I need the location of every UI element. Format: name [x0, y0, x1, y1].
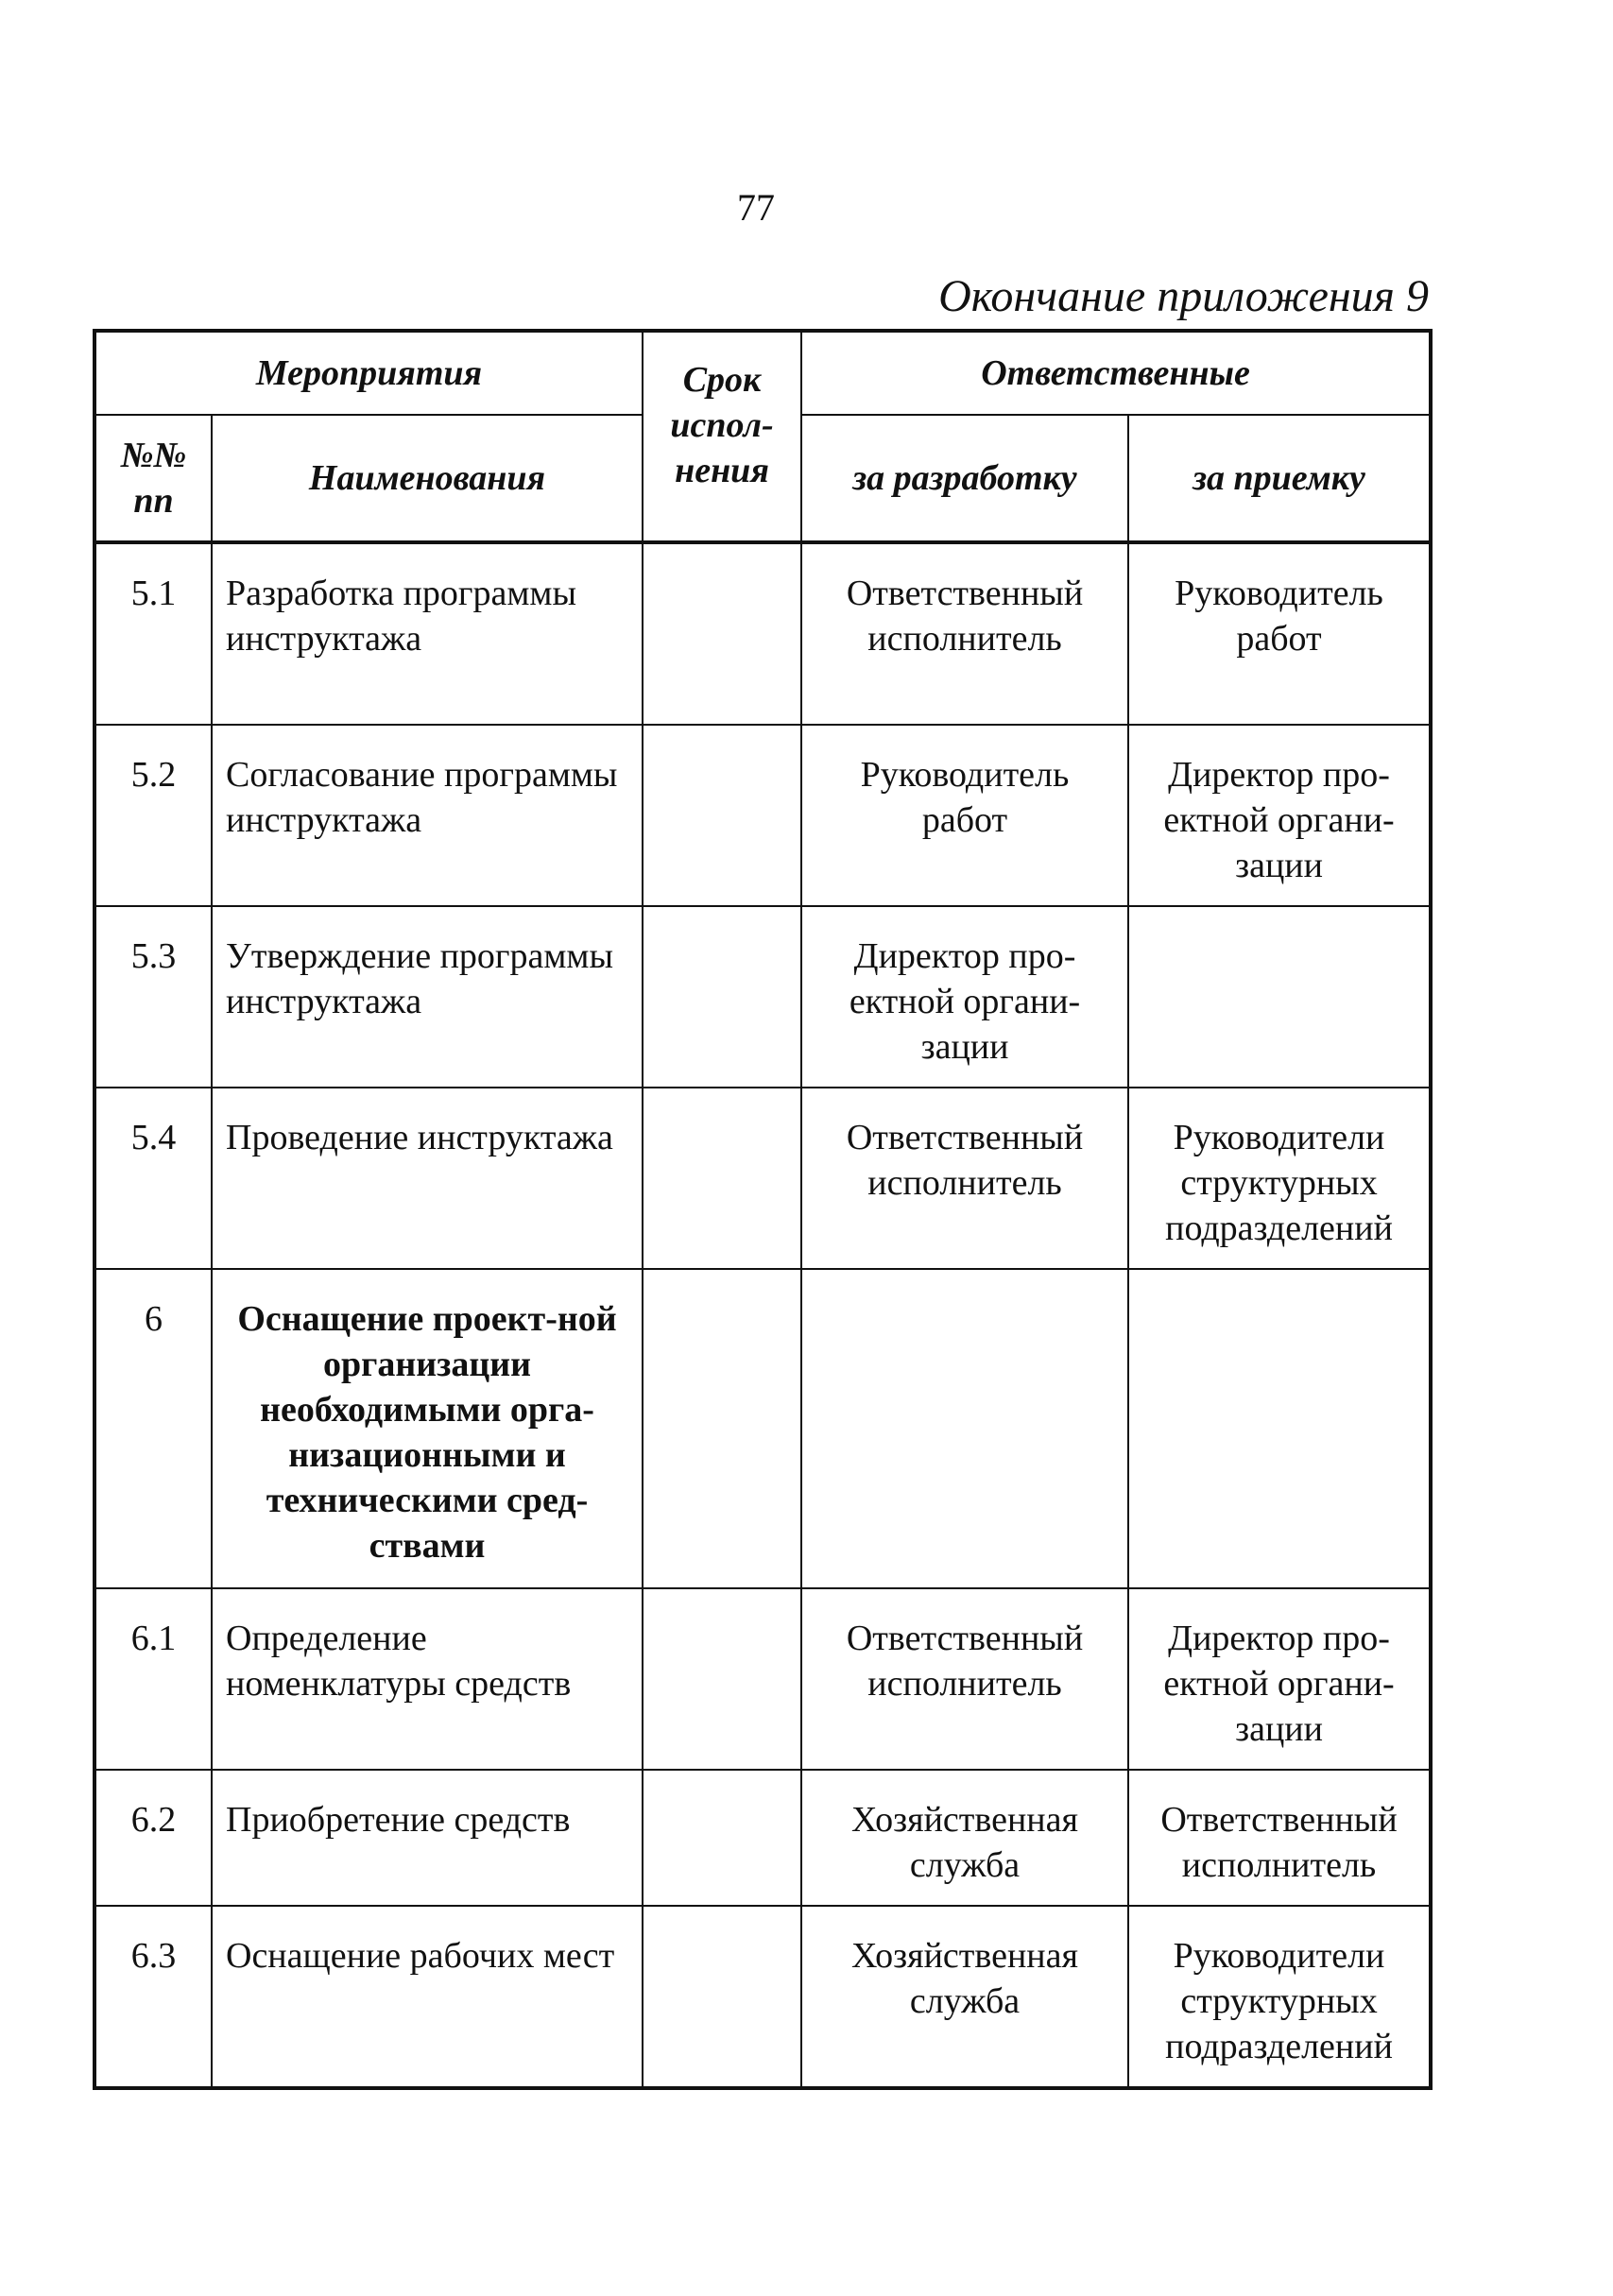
- cell-name: Согласование программы инструктажа: [212, 725, 643, 906]
- cell-num: 5.1: [94, 542, 212, 725]
- cell-term: [643, 1269, 801, 1588]
- header-acc: за приемку: [1128, 415, 1431, 542]
- header-name: Наименования: [212, 415, 643, 542]
- cell-name: Определение номенклатуры средств: [212, 1588, 643, 1770]
- table-row: [94, 542, 1431, 725]
- cell-name: Разработка программы инструктажа: [212, 542, 643, 725]
- cell-name: Оснащение проект-ной организации необходимыми орга-низационными и техническими сред-ствами: [212, 1269, 643, 1588]
- cell-num: 5.2: [94, 725, 212, 906]
- cell-term: [643, 1088, 801, 1269]
- cell-term: [643, 542, 801, 725]
- cell-num: 6: [94, 1269, 212, 1588]
- header-dev: за разработку: [801, 415, 1128, 542]
- cell-num: 6.3: [94, 1906, 212, 2088]
- cell-acc: Руководители структурных подразделений: [1128, 1906, 1431, 2088]
- cell-dev: Ответственный исполнитель: [801, 542, 1128, 725]
- header-term: Срок испол-нения: [643, 331, 801, 542]
- cell-acc: [1128, 906, 1431, 1088]
- cell-term: [643, 1906, 801, 2088]
- plan-table: [93, 329, 1433, 2090]
- page-number: 77: [737, 186, 775, 229]
- cell-dev: Ответственный исполнитель: [801, 1088, 1128, 1269]
- header-events: Мероприятия: [94, 331, 643, 415]
- cell-dev: Хозяйственная служба: [801, 1770, 1128, 1906]
- cell-name: Оснащение рабочих мест: [212, 1906, 643, 2088]
- cell-acc: Руководители структурных подразделений: [1128, 1088, 1431, 1269]
- header-row-top: [94, 331, 1431, 415]
- cell-name: Утверждение программы инструктажа: [212, 906, 643, 1088]
- cell-dev: Хозяйственная служба: [801, 1906, 1128, 2088]
- cell-term: [643, 725, 801, 906]
- cell-dev: Директор про-ектной органи-зации: [801, 906, 1128, 1088]
- cell-term: [643, 1588, 801, 1770]
- header-responsible: Ответственные: [801, 331, 1431, 415]
- table-row: [94, 1906, 1431, 2088]
- cell-name: Проведение инструктажа: [212, 1088, 643, 1269]
- table-row-section: [94, 1269, 1431, 1588]
- cell-dev: Ответственный исполнитель: [801, 1588, 1128, 1770]
- cell-term: [643, 906, 801, 1088]
- cell-acc: Директор про-ектной органи-зации: [1128, 725, 1431, 906]
- table-row: [94, 1588, 1431, 1770]
- table-row: [94, 1770, 1431, 1906]
- table-row: [94, 1088, 1431, 1269]
- cell-num: 6.1: [94, 1588, 212, 1770]
- cell-name: Приобретение средств: [212, 1770, 643, 1906]
- cell-acc: Руководитель работ: [1128, 542, 1431, 725]
- cell-dev: [801, 1269, 1128, 1588]
- cell-acc: [1128, 1269, 1431, 1588]
- cell-num: 6.2: [94, 1770, 212, 1906]
- appendix-caption: Окончание приложения 9: [938, 271, 1429, 321]
- header-num: №№ пп: [94, 415, 212, 542]
- cell-term: [643, 1770, 801, 1906]
- cell-num: 5.3: [94, 906, 212, 1088]
- cell-num: 5.4: [94, 1088, 212, 1269]
- table-row: [94, 725, 1431, 906]
- cell-acc: Директор про-ектной органи-зации: [1128, 1588, 1431, 1770]
- cell-acc: Ответственный исполнитель: [1128, 1770, 1431, 1906]
- table-row: [94, 906, 1431, 1088]
- cell-dev: Руководитель работ: [801, 725, 1128, 906]
